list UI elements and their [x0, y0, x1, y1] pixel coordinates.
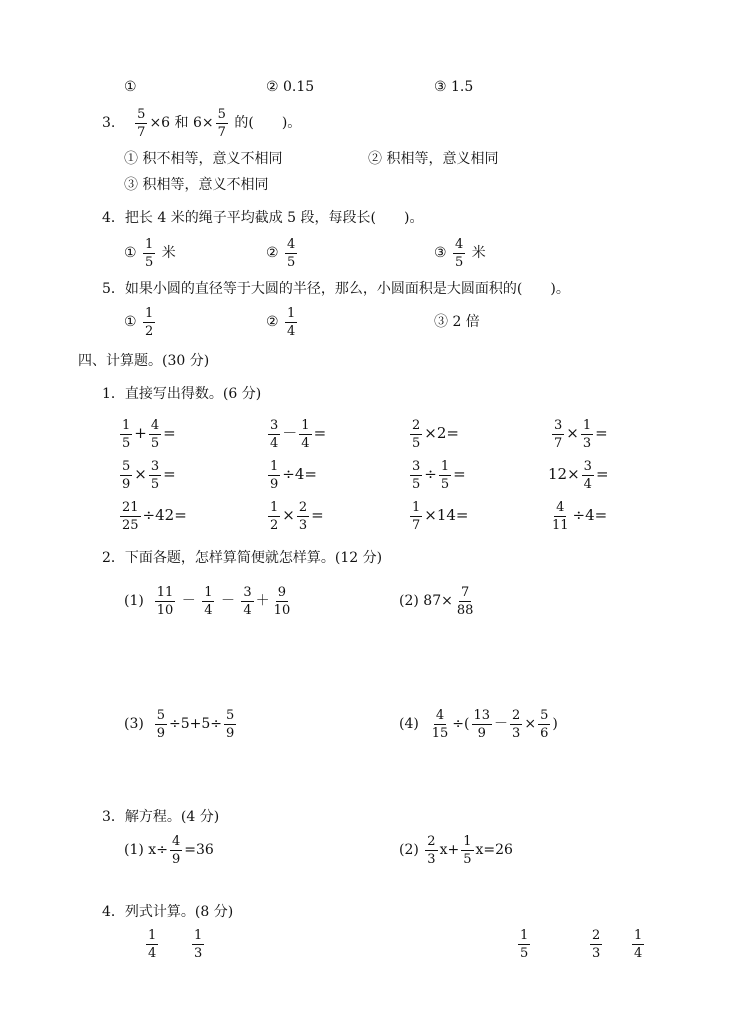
fraction: $\frac{1}{4}$	[287, 305, 296, 339]
s2-problem-2: (2) 87× $\frac{7}{88}$	[399, 584, 474, 618]
sub3-title: 3．解方程。(4 分)	[102, 809, 220, 825]
s2-problem-3: (3) $\frac{5}{9}$ ÷5+5÷ $\frac{5}{9}$	[124, 707, 235, 741]
s4-fraction-d: $\frac{2}{3}$	[592, 927, 601, 961]
fraction: $\frac{1}{2}$	[145, 305, 154, 339]
s1-r2-d: 12× $\frac{3}{4}$ =	[548, 458, 609, 492]
fraction: $\frac{1}{5}$	[145, 236, 154, 270]
q5-option-a: ① $\frac{1}{2}$	[124, 305, 154, 339]
s1-r2-c: $\frac{3}{5}$ ÷ $\frac{1}{5}$ =	[412, 458, 466, 492]
fraction: $\frac{4}{5}$	[455, 236, 464, 270]
sub2-title: 2．下面各题，怎样算简便就怎样算。(12 分)	[102, 550, 383, 566]
q2-option-c: ③ 1.5	[434, 79, 474, 95]
q2-option-a: ①	[124, 79, 137, 95]
s1-r1-b: $\frac{3}{4}$ － $\frac{1}{4}$ =	[270, 417, 327, 451]
q3-option-b: ② 积相等，意义相同	[368, 151, 499, 167]
s1-r2-a: $\frac{5}{9}$ × $\frac{3}{5}$ =	[122, 458, 176, 492]
fraction: $\frac{5}{7}$	[137, 106, 146, 140]
s1-r3-a: $\frac{21}{25}$ ÷42=	[122, 499, 187, 533]
q3-mid: ×6 和 6×	[149, 115, 214, 131]
question-number: 3.	[102, 115, 116, 131]
s4-fraction-c: $\frac{1}{5}$	[520, 927, 529, 961]
q3-option-c: ③ 积相等，意义不相同	[124, 177, 269, 193]
q4-option-b: ② $\frac{4}{5}$	[266, 236, 296, 270]
q3-option-a: ① 积不相等，意义不相同	[124, 151, 283, 167]
s1-r3-b: $\frac{1}{2}$ × $\frac{2}{3}$ =	[270, 499, 324, 533]
section-4-title: 四、计算题。(30 分)	[78, 353, 210, 369]
s3-equation-2: (2) $\frac{2}{3}$ x+ $\frac{1}{5}$ x=26	[399, 833, 513, 867]
question-5-stem: 5．如果小圆的直径等于大圆的半径，那么，小圆面积是大圆面积的( )。	[102, 281, 570, 297]
s2-problem-1: (1) $\frac{11}{10}$ － $\frac{1}{4}$ － $\frac{3}{4}$ ＋ $\frac{9}{10}$	[124, 584, 291, 618]
q4-option-c: ③ $\frac{4}{5}$ 米	[434, 236, 486, 270]
sub1-title: 1．直接写出得数。(6 分)	[102, 386, 262, 402]
s1-r1-c: $\frac{2}{5}$ ×2=	[412, 417, 459, 451]
q5-option-b: ② $\frac{1}{4}$	[266, 305, 296, 339]
q4-option-a: ① $\frac{1}{5}$ 米	[124, 236, 176, 270]
question-3	[102, 106, 301, 140]
fraction: $\frac{4}{5}$	[287, 236, 296, 270]
s1-r1-a: $\frac{1}{5}$ + $\frac{4}{5}$ =	[122, 417, 176, 451]
s2-problem-4: (4) $\frac{4}{15}$ ÷( $\frac{13}{9}$ － $\frac{2}{3}$ × $\frac{5}{6}$ )	[399, 707, 558, 741]
q3-tail: 的( )。	[234, 115, 302, 131]
s1-r3-d: $\frac{4}{11}$ ÷4=	[552, 499, 608, 533]
q2-option-b: ② 0.15	[266, 79, 315, 95]
s4-fraction-e: $\frac{1}{4}$	[634, 927, 643, 961]
fraction: $\frac{5}{7}$	[217, 106, 226, 140]
s1-r2-b: $\frac{1}{9}$ ÷4=	[270, 458, 317, 492]
s1-r3-c: $\frac{1}{7}$ ×14=	[412, 499, 469, 533]
s3-equation-1: (1) x÷ $\frac{4}{9}$ =36	[124, 833, 214, 867]
sub4-title: 4．列式计算。(8 分)	[102, 904, 234, 920]
s4-fraction-a: $\frac{1}{4}$	[148, 927, 157, 961]
s1-r1-d: $\frac{3}{7}$ × $\frac{1}{3}$ =	[554, 417, 608, 451]
q5-option-c: ③ 2 倍	[434, 314, 480, 330]
s4-fraction-b: $\frac{1}{3}$	[194, 927, 203, 961]
question-4-stem: 4．把长 4 米的绳子平均截成 5 段，每段长( )。	[102, 210, 424, 226]
